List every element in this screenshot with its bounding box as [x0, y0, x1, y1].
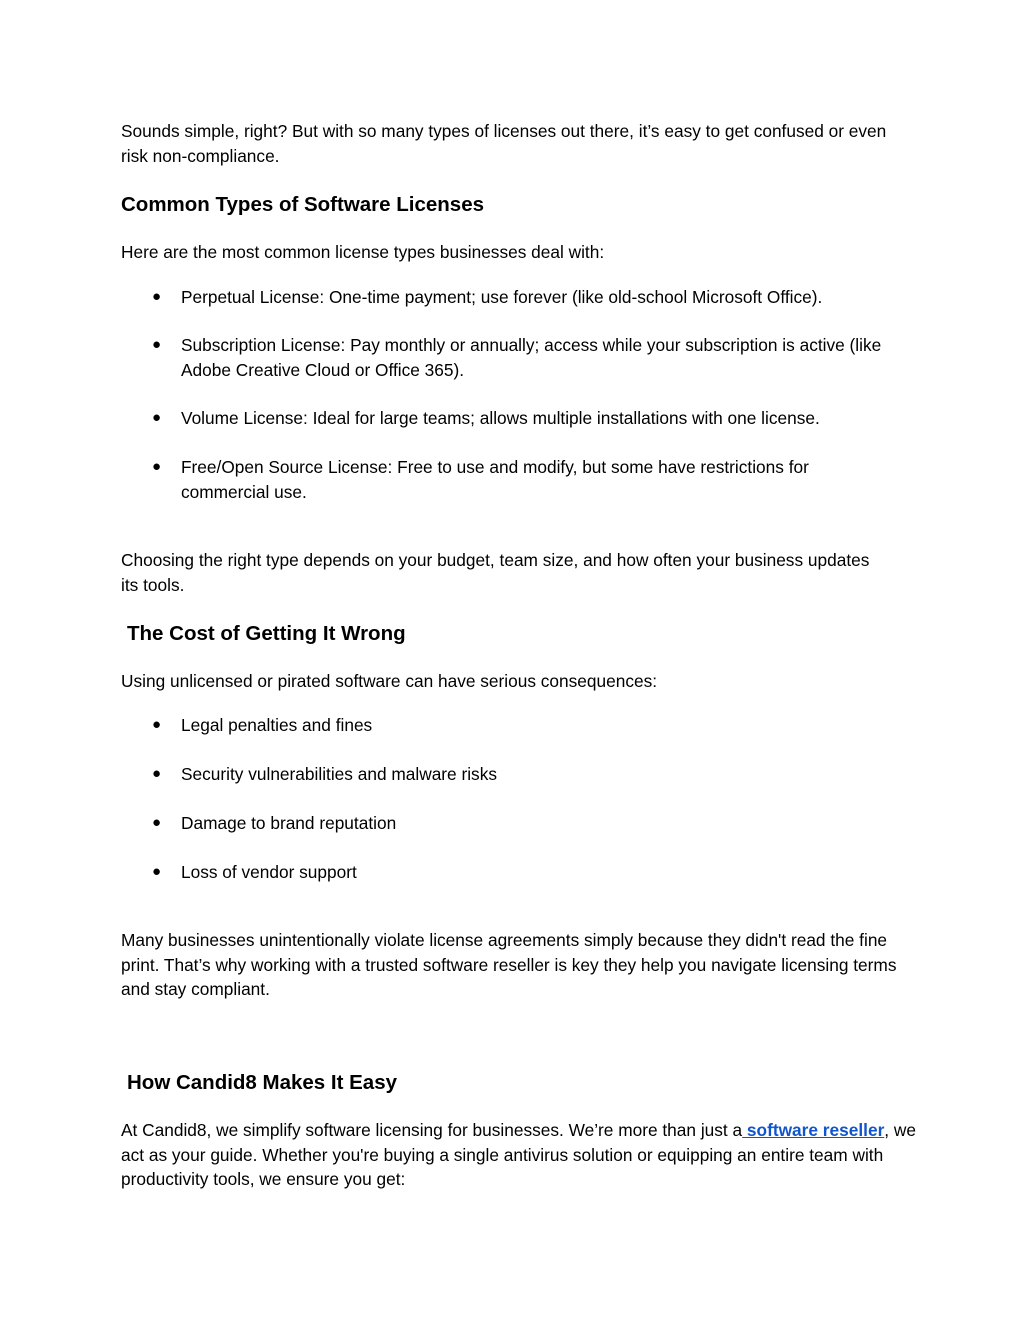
list-item: Loss of vendor support: [181, 862, 357, 882]
bullet-icon: ●: [152, 288, 162, 305]
candid8-paragraph: [121, 1118, 916, 1192]
bullet-icon: ●: [152, 716, 162, 733]
list-item: Legal penalties and fines: [181, 715, 373, 735]
list-item: Damage to brand reputation: [181, 813, 397, 833]
list-item: Volume License: Ideal for large teams; allows multiple installations with one license.: [181, 408, 820, 428]
intro-paragraph: Sounds simple, right? But with so many types of licenses out there, it’s easy to get confused or even risk non-compliance.: [121, 121, 887, 166]
cost-closing: Many businesses unintentionally violate license agreements simply because they didn't read the fine print. That’s why working with a trusted software reseller is key they help you navigate licensing terms and stay compliant.: [121, 930, 897, 999]
bullet-icon: ●: [152, 765, 162, 782]
bullet-icon: ●: [152, 409, 162, 426]
list-item: Security vulnerabilities and malware risks: [181, 764, 497, 784]
cost-lead: Using unlicensed or pirated software can have serious consequences:: [121, 671, 658, 691]
bullet-icon: ●: [152, 814, 162, 831]
bullet-icon: ●: [152, 458, 162, 475]
bullet-icon: ●: [152, 336, 162, 353]
section-heading-license-types: Common Types of Software Licenses: [121, 193, 485, 216]
list-item: Free/Open Source License: Free to use and modify, but some have restrictions for commercial use.: [181, 457, 809, 502]
license-types-lead: Here are the most common license types businesses deal with:: [121, 242, 605, 262]
section-heading-cost: The Cost of Getting It Wrong: [127, 622, 406, 645]
section-heading-candid8: How Candid8 Makes It Easy: [127, 1071, 398, 1094]
candid8-text-before-link: At Candid8, we simplify software licensing for businesses. We’re more than just a: [121, 1120, 743, 1140]
candid8-text-after-link: , we act as your guide. Whether you're buying a single antivirus solution or equipping an entire team with productivity tools, we ensure you get:: [121, 1120, 916, 1189]
software-reseller-link[interactable]: software reseller: [742, 1120, 885, 1140]
license-types-closing: Choosing the right type depends on your budget, team size, and how often your business updates its tools.: [121, 550, 870, 595]
bullet-icon: ●: [152, 863, 162, 880]
list-item: Subscription License: Pay monthly or annually; access while your subscription is active (like Adobe Creative Cloud or Office 365).: [181, 335, 882, 380]
list-item: Perpetual License: One-time payment; use forever (like old-school Microsoft Office).: [181, 287, 823, 307]
